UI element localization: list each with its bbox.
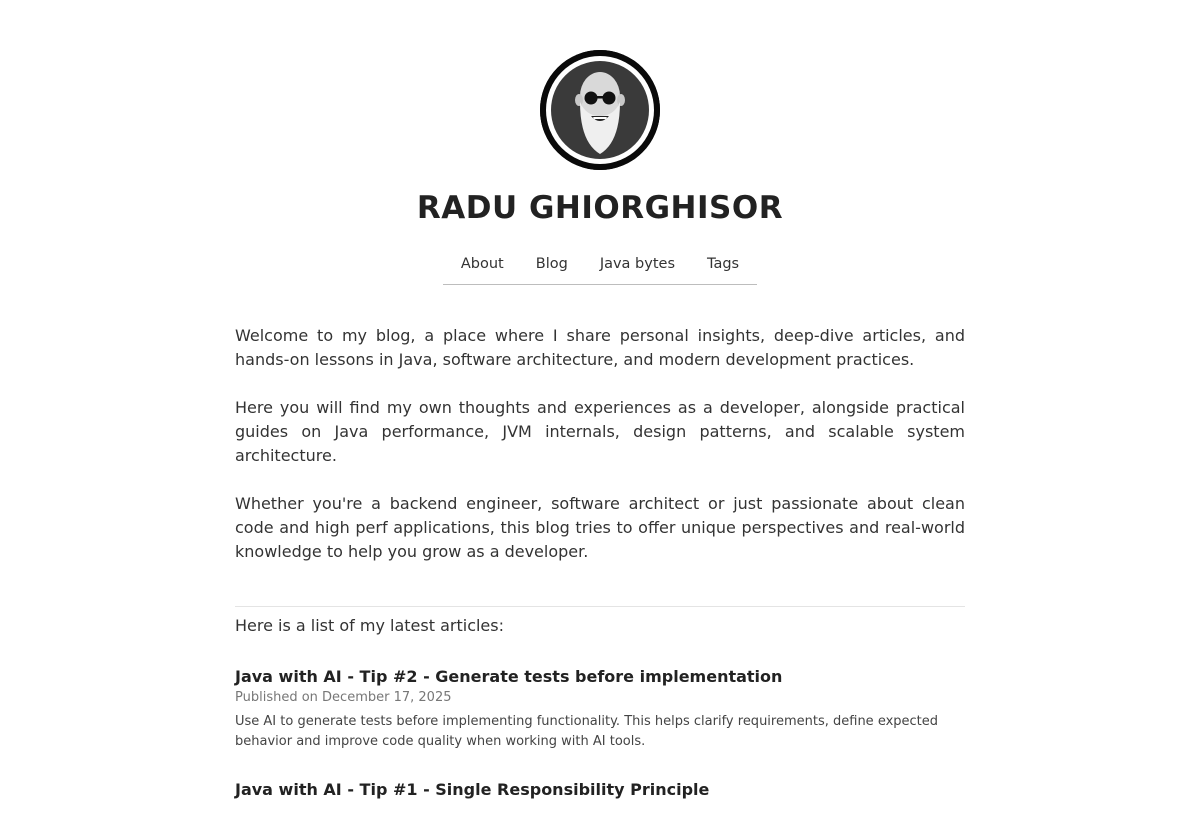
main-nav [443,255,757,285]
site-title[interactable]: RADU GHIORGHISOR [416,190,784,226]
article-summary: Use AI to generate tests before implementing functionality. This helps clarify requirements, define expected behavior and improve code quality when working with AI tools. [235,714,939,749]
intro-paragraph: Here you will find my own thoughts and experiences as a developer, alongside practical guides on Java performance, JVM internals, design patterns, and scalable system architecture. [235,398,965,465]
article-item [235,665,965,752]
intro-section [235,324,965,564]
avatar[interactable] [540,50,660,170]
article-date: Published on December 17, 2025 [235,690,452,705]
articles-section [235,615,965,802]
main-content [235,324,965,828]
nav-item-tags[interactable]: Tags [707,256,740,272]
article-item [235,778,965,802]
intro-paragraph: Welcome to my blog, a place where I share personal insights, deep-dive articles, and hands-on lessons in Java, software architecture, and modern development practices. [235,326,965,369]
nav-item-about[interactable]: About [460,256,504,272]
bald-bearded-man-icon [540,50,660,170]
section-divider [235,606,965,607]
article-title-link[interactable]: Java with AI - Tip #1 - Single Responsibility Principle [235,780,710,799]
intro-paragraph: Whether you're a backend engineer, software architect or just passionate about clean code and high perf applications, this blog tries to offer unique perspectives and real-world knowledge to help you grow as a developer. [235,494,965,561]
nav-item-blog[interactable]: Blog [535,256,568,272]
article-title-link[interactable]: Java with AI - Tip #2 - Generate tests before implementation [235,667,783,686]
nav-item-java-bytes[interactable]: Java bytes [599,256,675,272]
articles-heading: Here is a list of my latest articles: [235,616,504,635]
